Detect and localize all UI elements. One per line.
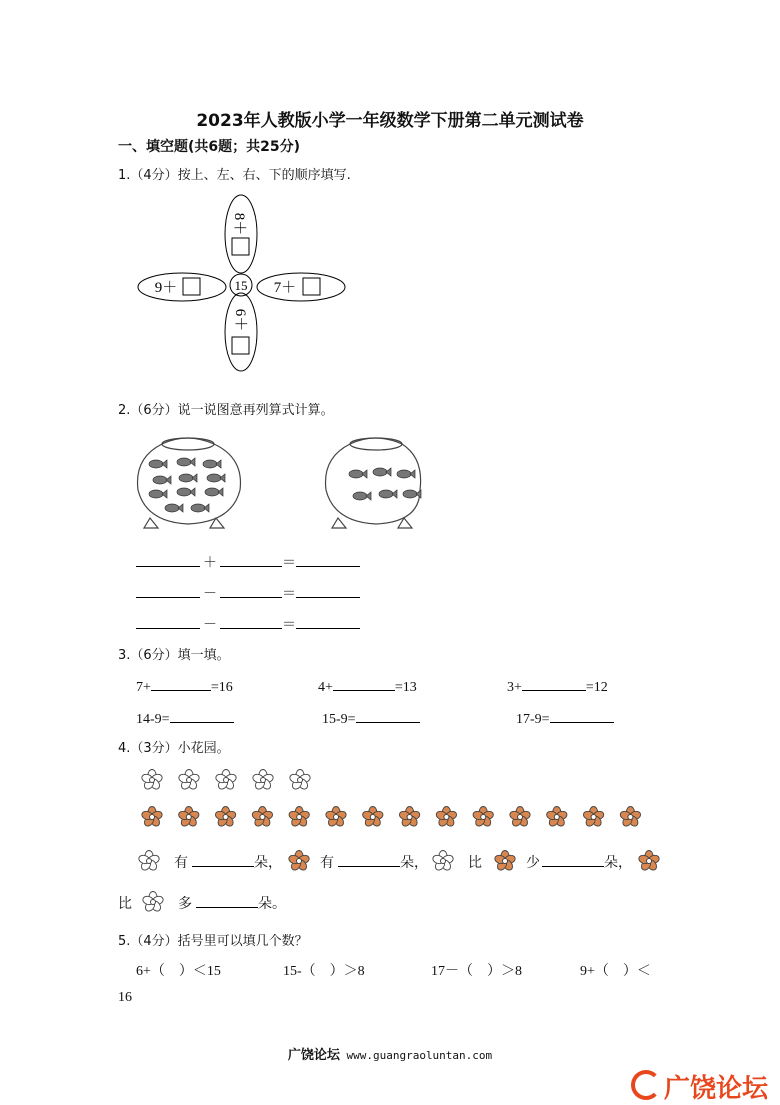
white-flower-icon bbox=[140, 889, 166, 915]
blank[interactable] bbox=[550, 708, 614, 723]
orange-flower-row bbox=[141, 807, 642, 828]
blank[interactable] bbox=[333, 676, 395, 691]
left-ellipse bbox=[138, 273, 226, 301]
blank[interactable] bbox=[338, 852, 400, 867]
white-flower bbox=[141, 770, 163, 791]
orange-flower bbox=[398, 807, 420, 828]
question-1-label: 1.（4分）按上、左、右、下的顺序填写. bbox=[118, 168, 351, 183]
blank[interactable] bbox=[151, 676, 211, 691]
orange-flower bbox=[178, 807, 200, 828]
fish-group-left bbox=[149, 458, 225, 512]
fish bbox=[373, 468, 391, 476]
fish-group-right bbox=[349, 468, 421, 500]
left-box bbox=[183, 278, 200, 295]
fish bbox=[203, 460, 221, 468]
q3-item: 7+ =16 bbox=[136, 676, 233, 696]
orange-flower bbox=[141, 807, 163, 828]
right-box bbox=[303, 278, 320, 295]
q4-sentence-line-1: 有 朵， 有 朵， 比 少 朵， bbox=[136, 848, 676, 874]
fish bbox=[379, 490, 397, 498]
fish bbox=[177, 458, 195, 466]
fish bbox=[349, 470, 367, 478]
cross-diagram bbox=[136, 194, 351, 374]
fish bbox=[179, 474, 197, 482]
footer bbox=[0, 1044, 780, 1063]
orange-flower-icon bbox=[286, 848, 312, 874]
center-text: 15 bbox=[234, 278, 248, 293]
fish bbox=[353, 492, 371, 500]
white-flower bbox=[215, 770, 237, 791]
white-flower-icon bbox=[136, 848, 162, 874]
q2-equation-1: ＋ ＝ bbox=[136, 552, 360, 572]
question-3-label: 3.（6分）填一填。 bbox=[118, 648, 230, 663]
orange-flower bbox=[251, 807, 273, 828]
q5-item-2: 15-（ ）＞8 bbox=[283, 964, 365, 979]
blank[interactable] bbox=[170, 708, 234, 723]
q5-item-4-wrap: 16 bbox=[118, 990, 132, 1005]
white-flower-icon bbox=[430, 848, 456, 874]
fish bbox=[397, 470, 415, 478]
blank[interactable] bbox=[522, 676, 586, 691]
watermark-icon bbox=[631, 1070, 661, 1100]
blank[interactable] bbox=[356, 708, 420, 723]
fish bbox=[191, 504, 209, 512]
orange-flower-icon bbox=[492, 848, 518, 874]
q5-item-3: 17－（ ）＞8 bbox=[431, 964, 522, 979]
page-title: 2023年人教版小学一年级数学下册第二单元测试卷 bbox=[196, 111, 584, 131]
q5-item-4: 9+（ ）＜ bbox=[580, 964, 651, 979]
white-flower bbox=[178, 770, 200, 791]
right-ellipse bbox=[257, 273, 345, 301]
fish bbox=[153, 476, 171, 484]
question-2-label: 2.（6分）说一说图意再列算式计算。 bbox=[118, 403, 334, 418]
fish bbox=[205, 488, 223, 496]
white-flower-row bbox=[141, 770, 311, 791]
orange-flower bbox=[472, 807, 494, 828]
blank[interactable] bbox=[296, 583, 360, 598]
q3-item: 4+ =13 bbox=[318, 676, 417, 696]
blank[interactable] bbox=[136, 583, 200, 598]
blank[interactable] bbox=[296, 552, 360, 567]
footer-url: www.guangraoluntan.com bbox=[346, 1049, 493, 1062]
blank[interactable] bbox=[136, 552, 200, 567]
left-text: 9＋ bbox=[154, 280, 178, 296]
orange-flower bbox=[435, 807, 457, 828]
orange-flower bbox=[362, 807, 384, 828]
q5-item-1: 6+（ ）＜15 bbox=[136, 964, 221, 979]
orange-flower bbox=[325, 807, 347, 828]
white-flower bbox=[289, 770, 311, 791]
white-flower bbox=[252, 770, 274, 791]
question-4-label: 4.（3分）小花园。 bbox=[118, 741, 230, 756]
fish bbox=[149, 460, 167, 468]
orange-flower bbox=[509, 807, 531, 828]
blank[interactable] bbox=[542, 852, 604, 867]
blank[interactable] bbox=[296, 614, 360, 629]
q3-item: 15-9= bbox=[322, 708, 420, 728]
q2-equation-2: － ＝ bbox=[136, 583, 360, 603]
question-5-label: 5.（4分）括号里可以填几个数？ bbox=[118, 934, 308, 949]
right-text: 7＋ bbox=[273, 280, 297, 296]
q3-item: 3+ =12 bbox=[507, 676, 608, 696]
blank[interactable] bbox=[220, 614, 282, 629]
fish bbox=[165, 504, 183, 512]
fish bbox=[149, 490, 167, 498]
fish bbox=[403, 490, 421, 498]
fishbowl-left bbox=[138, 438, 241, 528]
top-box bbox=[232, 238, 249, 255]
blank[interactable] bbox=[196, 893, 258, 908]
fishbowl-right bbox=[326, 438, 421, 528]
blank[interactable] bbox=[220, 552, 282, 567]
footer-site-name: 广饶论坛 bbox=[287, 1048, 340, 1063]
orange-flower bbox=[619, 807, 641, 828]
blank[interactable] bbox=[192, 852, 254, 867]
q3-item: 14-9= bbox=[136, 708, 234, 728]
watermark-logo: 广饶论坛 bbox=[631, 1068, 768, 1105]
orange-flower bbox=[288, 807, 310, 828]
orange-flower-icon bbox=[636, 848, 662, 874]
fish bbox=[207, 474, 225, 482]
top-text: 8＋ bbox=[231, 212, 247, 236]
orange-flower bbox=[582, 807, 604, 828]
q3-item: 17-9= bbox=[516, 708, 614, 728]
fish bbox=[177, 488, 195, 496]
blank[interactable] bbox=[220, 583, 282, 598]
bottom-ellipse bbox=[225, 293, 257, 371]
q4-sentence-line-2: 比 多 朵。 bbox=[118, 888, 418, 914]
blank[interactable] bbox=[136, 614, 200, 629]
bottom-text: 6＋ bbox=[232, 308, 248, 332]
q2-equation-3: － ＝ bbox=[136, 614, 360, 634]
fishbowls bbox=[132, 430, 422, 532]
section-heading: 一、填空题(共6题；共25分) bbox=[118, 139, 301, 155]
bottom-box bbox=[232, 337, 249, 354]
orange-flower bbox=[546, 807, 568, 828]
orange-flower bbox=[214, 807, 236, 828]
flower-rows bbox=[138, 766, 648, 832]
